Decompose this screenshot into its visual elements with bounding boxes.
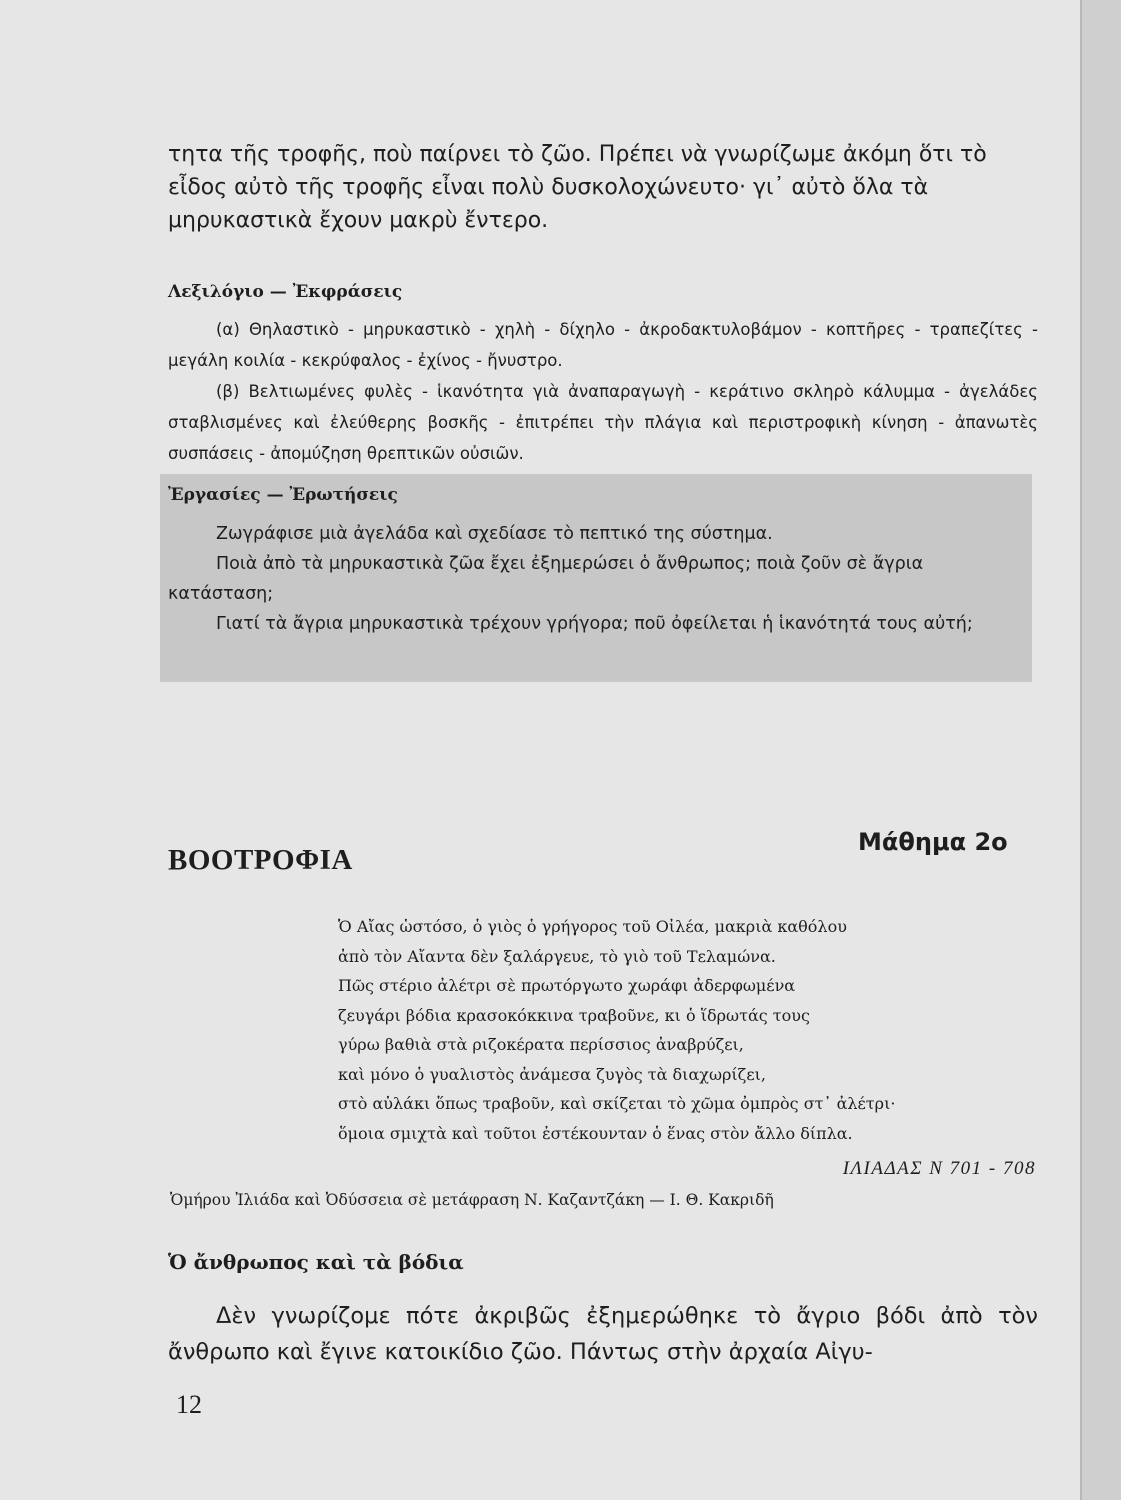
page-number: 12: [176, 1390, 202, 1419]
poem-line: καὶ μόνο ὁ γυαλιστὸς ἀνάμεσα ζυγὸς τὰ διαχωρίζει,: [338, 1064, 766, 1084]
lesson-number: Μάθημα 2ο: [858, 828, 1008, 856]
poem-line: Ὁ Αἴας ὡστόσο, ὁ γιὸς ὁ γρήγορος τοῦ Οἰλέα, μακριὰ καθόλου: [338, 917, 847, 936]
intro-paragraph: τητα τῆς τροφῆς, ποὺ παίρνει τὸ ζῶο. Πρέπει νὰ γνωρίζωμε ἀκόμη ὅτι τὸ εἶδος αὐτὸ τῆς τροφῆς εἶναι πολὺ δυσκολοχώνευτο· γι᾽ αὐτὸ ὅλα τὰ μηρυκαστικὰ ἔχουν μακρὺ ἔντερο.: [168, 142, 987, 233]
book-edge: [1082, 0, 1121, 1500]
section-heading: Ὁ ἄνθρωπος καὶ τὰ βόδια: [168, 1250, 464, 1274]
poem-line: ὅμοια σμιχτὰ καὶ τοῦτοι ἐστέκουνταν ὁ ἕνας στὸν ἄλλο δίπλα.: [338, 1123, 853, 1143]
tasks-heading: Ἐργασίες — Ἐρωτήσεις: [168, 485, 398, 505]
poem-line: Πῶς στέριο ἀλέτρι σὲ πρωτόργωτο χωράφι ἀδερφωμένα: [338, 976, 796, 995]
task-item: Ποιὰ ἀπὸ τὰ μηρυκαστικὰ ζῶα ἔχει ἐξημερώσει ὁ ἄνθρωπος; ποιὰ ζοῦν σὲ ἄγρια κατάσταση;: [168, 554, 924, 604]
section-paragraph: Δὲν γνωρίζομε πότε ἀκριβῶς ἐξημερώθηκε τὸ ἄγριο βόδι ἀπὸ τὸν ἄνθρωπο καὶ ἔγινε κατοικίδιο ζῶο. Πάντως στὴν ἀρχαία Αἰγυ-: [168, 1303, 1038, 1365]
poem-line: στὸ αὐλάκι ὅπως τραβοῦν, καὶ σκίζεται τὸ χῶμα ὀμπρὸς στ᾽ ἀλέτρι·: [338, 1094, 896, 1113]
vocabulary-heading: Λεξιλόγιο — Ἐκφράσεις: [168, 282, 403, 302]
poem-line: ἀπὸ τὸν Αἴαντα δὲν ξαλάργευε, τὸ γιὸ τοῦ Τελαμώνα.: [338, 946, 776, 966]
poem: [338, 912, 895, 1148]
vocabulary-b: (β) Βελτιωμένες φυλὲς - ἱκανότητα γιὰ ἀναπαραγωγὴ - κεράτινο σκληρὸ κάλυμμα - ἀγελάδες σταβλισμένες καὶ ἐλεύθερης βοσκῆς - ἐπιτρέπει τὴν πλάγια καὶ περιστροφικὴ κίνηση - ἀπανωτὲς συσπάσεις - ἀπομύζηση θρεπτικῶν οὐσιῶν.: [168, 382, 1038, 463]
task-item: Ζωγράφισε μιὰ ἀγελάδα καὶ σχεδίασε τὸ πεπτικό της σύστημα.: [216, 524, 773, 544]
vocabulary-list: [168, 314, 1038, 469]
lesson-title: ΒΟΟΤΡΟΦΙΑ: [168, 844, 353, 876]
poem-line: γύρω βαθιὰ στὰ ριζοκέρατα περίσσιος ἀναβρύζει,: [338, 1035, 744, 1054]
task-item: Γιατί τὰ ἄγρια μηρυκαστικὰ τρέχουν γρήγορα; ποῦ ὀφείλεται ἡ ἱκανότητά τους αὐτή;: [216, 614, 973, 634]
tasks-list: [168, 519, 1030, 639]
poem-line: ζευγάρι βόδια κρασοκόκκινα τραβοῦνε, κι ὁ ἵδρωτάς τους: [338, 1005, 810, 1025]
translation-credit: Ὁμήρου Ἰλιάδα καὶ Ὀδύσσεια σὲ μετάφραση Ν. Καζαντζάκη — Ι. Θ. Κακριδῆ: [170, 1191, 774, 1209]
vocabulary-a: (α) Θηλαστικὸ - μηρυκαστικὸ - χηλὴ - δίχηλο - ἀκροδακτυλοβάμον - κοπτῆρες - τραπεζίτες - μεγάλη κοιλία - κεκρύφαλος - ἐχίνος - ἤνυστρο.: [168, 320, 1038, 370]
poem-reference: ΙΛΙΑΔΑΣ Ν 701 - 708: [842, 1158, 1036, 1179]
